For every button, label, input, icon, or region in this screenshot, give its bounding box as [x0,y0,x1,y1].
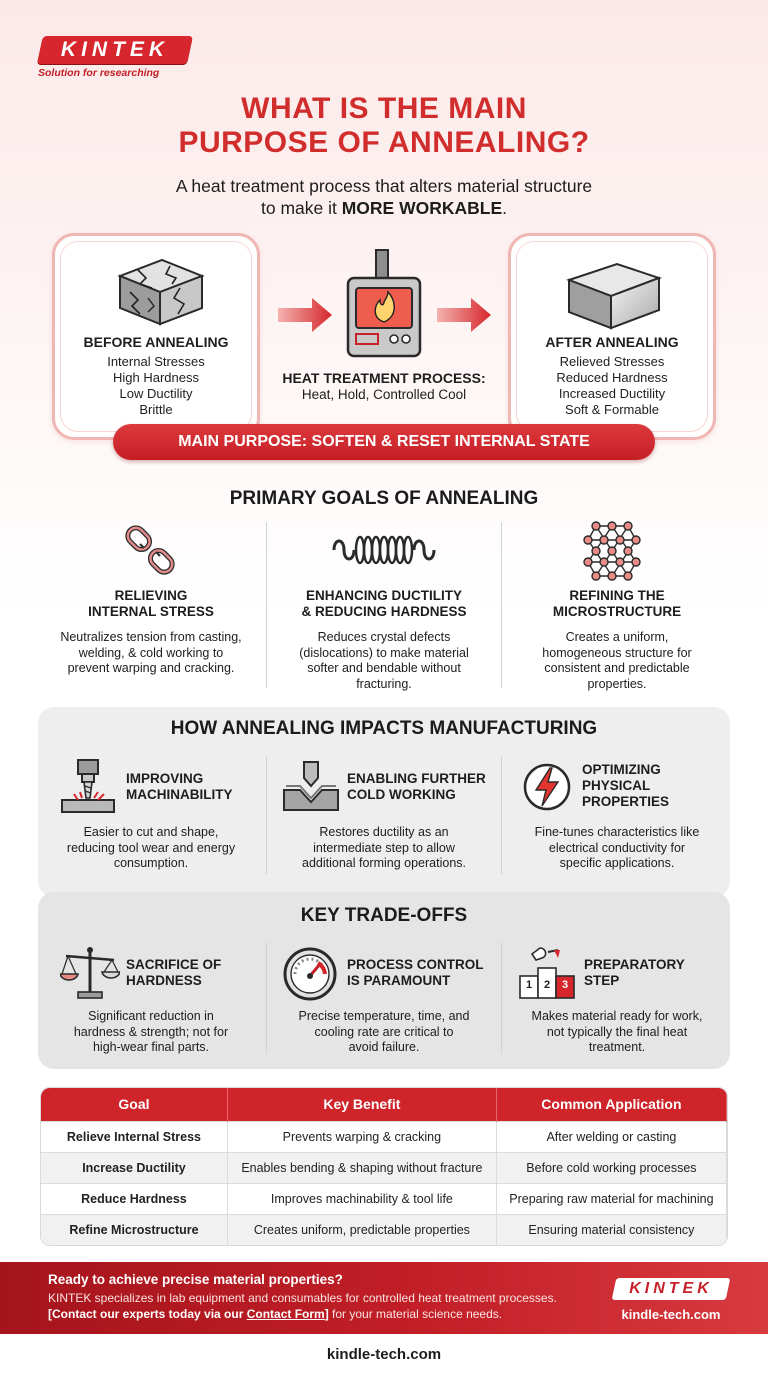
tradeoff-title: IS PARAMOUNT [347,973,451,988]
mfg-description: electrical conductivity for [548,840,686,855]
column-divider [501,942,502,1054]
goal-description: (dislocations) to make material [299,645,469,660]
subtitle-emphasis: MORE WORKABLE [341,198,503,218]
mfg-description: specific applications. [559,856,675,870]
goal-description: Creates a uniform, [565,630,669,644]
goal-title: MICROSTRUCTURE [552,604,682,619]
cta-contact-suffix: for your material science needs. [328,1307,503,1321]
tradeoff-title: HARDNESS [126,973,202,988]
goal-description: Neutralizes tension from casting, [60,630,242,644]
column-divider [266,756,267,874]
tradeoff-title: SACRIFICE OF [126,957,222,972]
gauge-icon [282,946,338,1002]
balance-scale-icon [60,944,120,1000]
smooth-block-icon [563,254,663,334]
goal-title: REFINING THE [569,588,665,603]
after-property: Relieved Stresses [559,354,665,369]
before-property: Low Ductility [119,386,193,401]
broken-chain-icon [120,520,180,580]
tradeoff-title: PREPARATORY [584,957,685,972]
mfg-title: MACHINABILITY [126,787,233,802]
table-cell: Prevents warping & cracking [227,1121,496,1152]
footer-logo[interactable]: KINTEK [629,1280,713,1297]
page-subtitle [0,175,768,219]
goal-title: INTERNAL STRESS [88,604,214,619]
main-purpose-banner: MAIN PURPOSE: SOFTEN & RESET INTERNAL STATE [113,424,655,460]
table-row [41,1121,727,1152]
before-annealing-title: BEFORE ANNEALING [83,334,229,350]
before-property: Internal Stresses [107,354,205,369]
crystal-lattice-icon [582,518,642,584]
column-divider [501,522,502,688]
cracked-block-icon [110,248,208,328]
before-annealing-card [52,233,260,440]
before-annealing-list [55,354,257,418]
page-title-line-1: WHAT IS THE MAIN [241,92,527,125]
tradeoff-description: treatment. [588,1040,646,1054]
brand-logo[interactable]: KINTEK [60,38,170,61]
mfg-cold-working-title [347,771,486,803]
mfg-description: Fine-tunes characteristics like [534,825,700,839]
goal-description: prevent warping and cracking. [67,661,235,675]
goal-description: fracturing. [356,676,412,691]
table-cell: Enables bending & shaping without fracture [227,1152,496,1183]
mfg-title: IMPROVING [126,771,204,786]
column-divider [266,942,267,1054]
mfg-title: OPTIMIZING [582,762,661,777]
before-property: Brittle [139,402,173,417]
subtitle-line-2 [0,197,768,219]
tradeoff-description: hardness & strength; not for [73,1024,229,1039]
mfg-machinability-desc [40,825,262,872]
table-cell: Creates uniform, predictable properties [227,1214,496,1245]
heat-treatment-process [270,370,498,402]
table-header-row [41,1088,727,1121]
podium-step-label: 2 [543,979,551,991]
after-annealing-list [511,354,713,418]
goal-title: RELIEVING [114,588,188,603]
table-cell: Ensuring material consistency [496,1214,726,1245]
table-cell: Improves machinability & tool life [227,1183,496,1214]
cta-contact-line [48,1307,502,1321]
lightning-icon [522,762,572,812]
tradeoff-description: avoid failure. [348,1040,420,1054]
table-cell: Relieve Internal Stress [41,1121,227,1152]
goal-description: softer and bendable without [307,661,461,675]
mfg-description: intermediate step to allow [313,840,455,855]
subtitle-prefix: to make it [260,198,342,218]
mfg-description: Restores ductility as an [319,825,449,839]
tradeoffs-heading: KEY TRADE-OFFS [300,905,468,926]
goal-relieving-stress [40,588,262,677]
mfg-description: Easier to cut and shape, [83,825,219,839]
mfg-description: additional forming operations. [302,856,466,870]
tradeoff-description: Precise temperature, time, and [298,1009,470,1023]
goal-title: ENHANCING DUCTILITY [306,588,462,603]
tradeoff-preparatory-title [584,957,685,989]
mfg-title: PHYSICAL [582,778,651,793]
table-cell: Increase Ductility [41,1152,227,1183]
mfg-physical-properties-title [582,762,669,810]
manufacturing-heading: HOW ANNEALING IMPACTS MANUFACTURING [170,718,598,739]
table-row [41,1152,727,1183]
goal-description: welding, & cold working to [78,645,224,660]
drill-icon [58,758,118,816]
podium-step-label: 3 [561,979,569,991]
brand-tagline: Solution for researching [38,67,160,79]
footer-website-link[interactable]: kindle-tech.com [621,1307,721,1322]
subtitle-suffix: . [502,198,507,218]
tradeoff-process-control-desc [272,1009,496,1056]
furnace-icon [342,248,426,360]
contact-form-link[interactable]: Contact Form [246,1307,325,1321]
column-divider [266,522,267,688]
goal-ductility [272,588,496,692]
press-die-icon [280,760,342,814]
goal-microstructure [506,588,728,692]
mfg-title: PROPERTIES [582,794,670,809]
mfg-description: consumption. [113,856,189,870]
after-annealing-title: AFTER ANNEALING [545,334,679,350]
table-header: Goal [41,1088,227,1121]
tradeoff-description: Makes material ready for work, [531,1009,703,1023]
subtitle-line-1: A heat treatment process that alters material structure [175,176,593,196]
goal-description: Reduces crystal defects [317,630,451,644]
cta-contact-prefix: [Contact our experts today via our [48,1307,247,1321]
after-property: Increased Ductility [558,386,666,401]
tradeoff-description: cooling rate are critical to [314,1024,454,1039]
before-property: High Hardness [113,370,199,385]
tradeoff-title: STEP [584,973,620,988]
mfg-description: reducing tool wear and energy [66,840,236,855]
cta-title: Ready to achieve precise material properties? [48,1272,343,1287]
tradeoff-description: not typically the final heat [546,1024,688,1039]
table-row [41,1214,727,1245]
cta-description: KINTEK specializes in lab equipment and consumables for controlled heat treatment processes. [48,1291,557,1305]
tradeoff-description: Significant reduction in [88,1009,214,1023]
goal-description: homogeneous structure for [542,645,692,660]
mfg-title: ENABLING FURTHER [347,771,486,786]
mfg-title: COLD WORKING [347,787,456,802]
table-cell: After welding or casting [496,1121,726,1152]
after-annealing-card [508,233,716,440]
spring-icon [330,532,438,568]
arrow-right-icon [437,298,491,332]
after-property: Reduced Hardness [556,370,668,385]
podium-step-label: 1 [525,979,533,991]
tradeoff-process-control-title [347,957,484,989]
cta-contact-bracket: ] [324,1307,329,1321]
table-cell: Refine Microstructure [41,1214,227,1245]
arrow-right-icon [278,298,332,332]
page-title-line-2: PURPOSE OF ANNEALING? [178,126,590,159]
tradeoff-title: PROCESS CONTROL [347,957,484,972]
tradeoff-hardness-desc [40,1009,262,1056]
tradeoff-preparatory-desc [506,1009,728,1056]
podium-steps-icon [518,946,576,1000]
goal-description: consistent and predictable [544,661,690,675]
goal-description: properties. [587,676,647,691]
heat-treatment-detail: Heat, Hold, Controlled Cool [301,387,467,402]
summary-table [40,1087,728,1246]
table-header: Key Benefit [227,1088,496,1121]
goal-title: & REDUCING HARDNESS [301,604,467,619]
page-title [0,92,768,160]
table-cell: Before cold working processes [496,1152,726,1183]
after-property: Soft & Formable [565,402,659,417]
bottom-website-link[interactable]: kindle-tech.com [326,1346,442,1363]
tradeoff-description: high-wear final parts. [92,1040,210,1054]
table-cell: Reduce Hardness [41,1183,227,1214]
tradeoff-hardness-title [126,957,221,989]
column-divider [501,756,502,874]
mfg-machinability-title [126,771,233,803]
heat-treatment-title: HEAT TREATMENT PROCESS: [282,370,486,386]
goals-heading: PRIMARY GOALS OF ANNEALING [229,488,539,509]
table-header: Common Application [496,1088,726,1121]
table-cell: Preparing raw material for machining [496,1183,726,1214]
table-row [41,1183,727,1214]
mfg-cold-working-desc [272,825,496,872]
mfg-physical-properties-desc [506,825,728,872]
